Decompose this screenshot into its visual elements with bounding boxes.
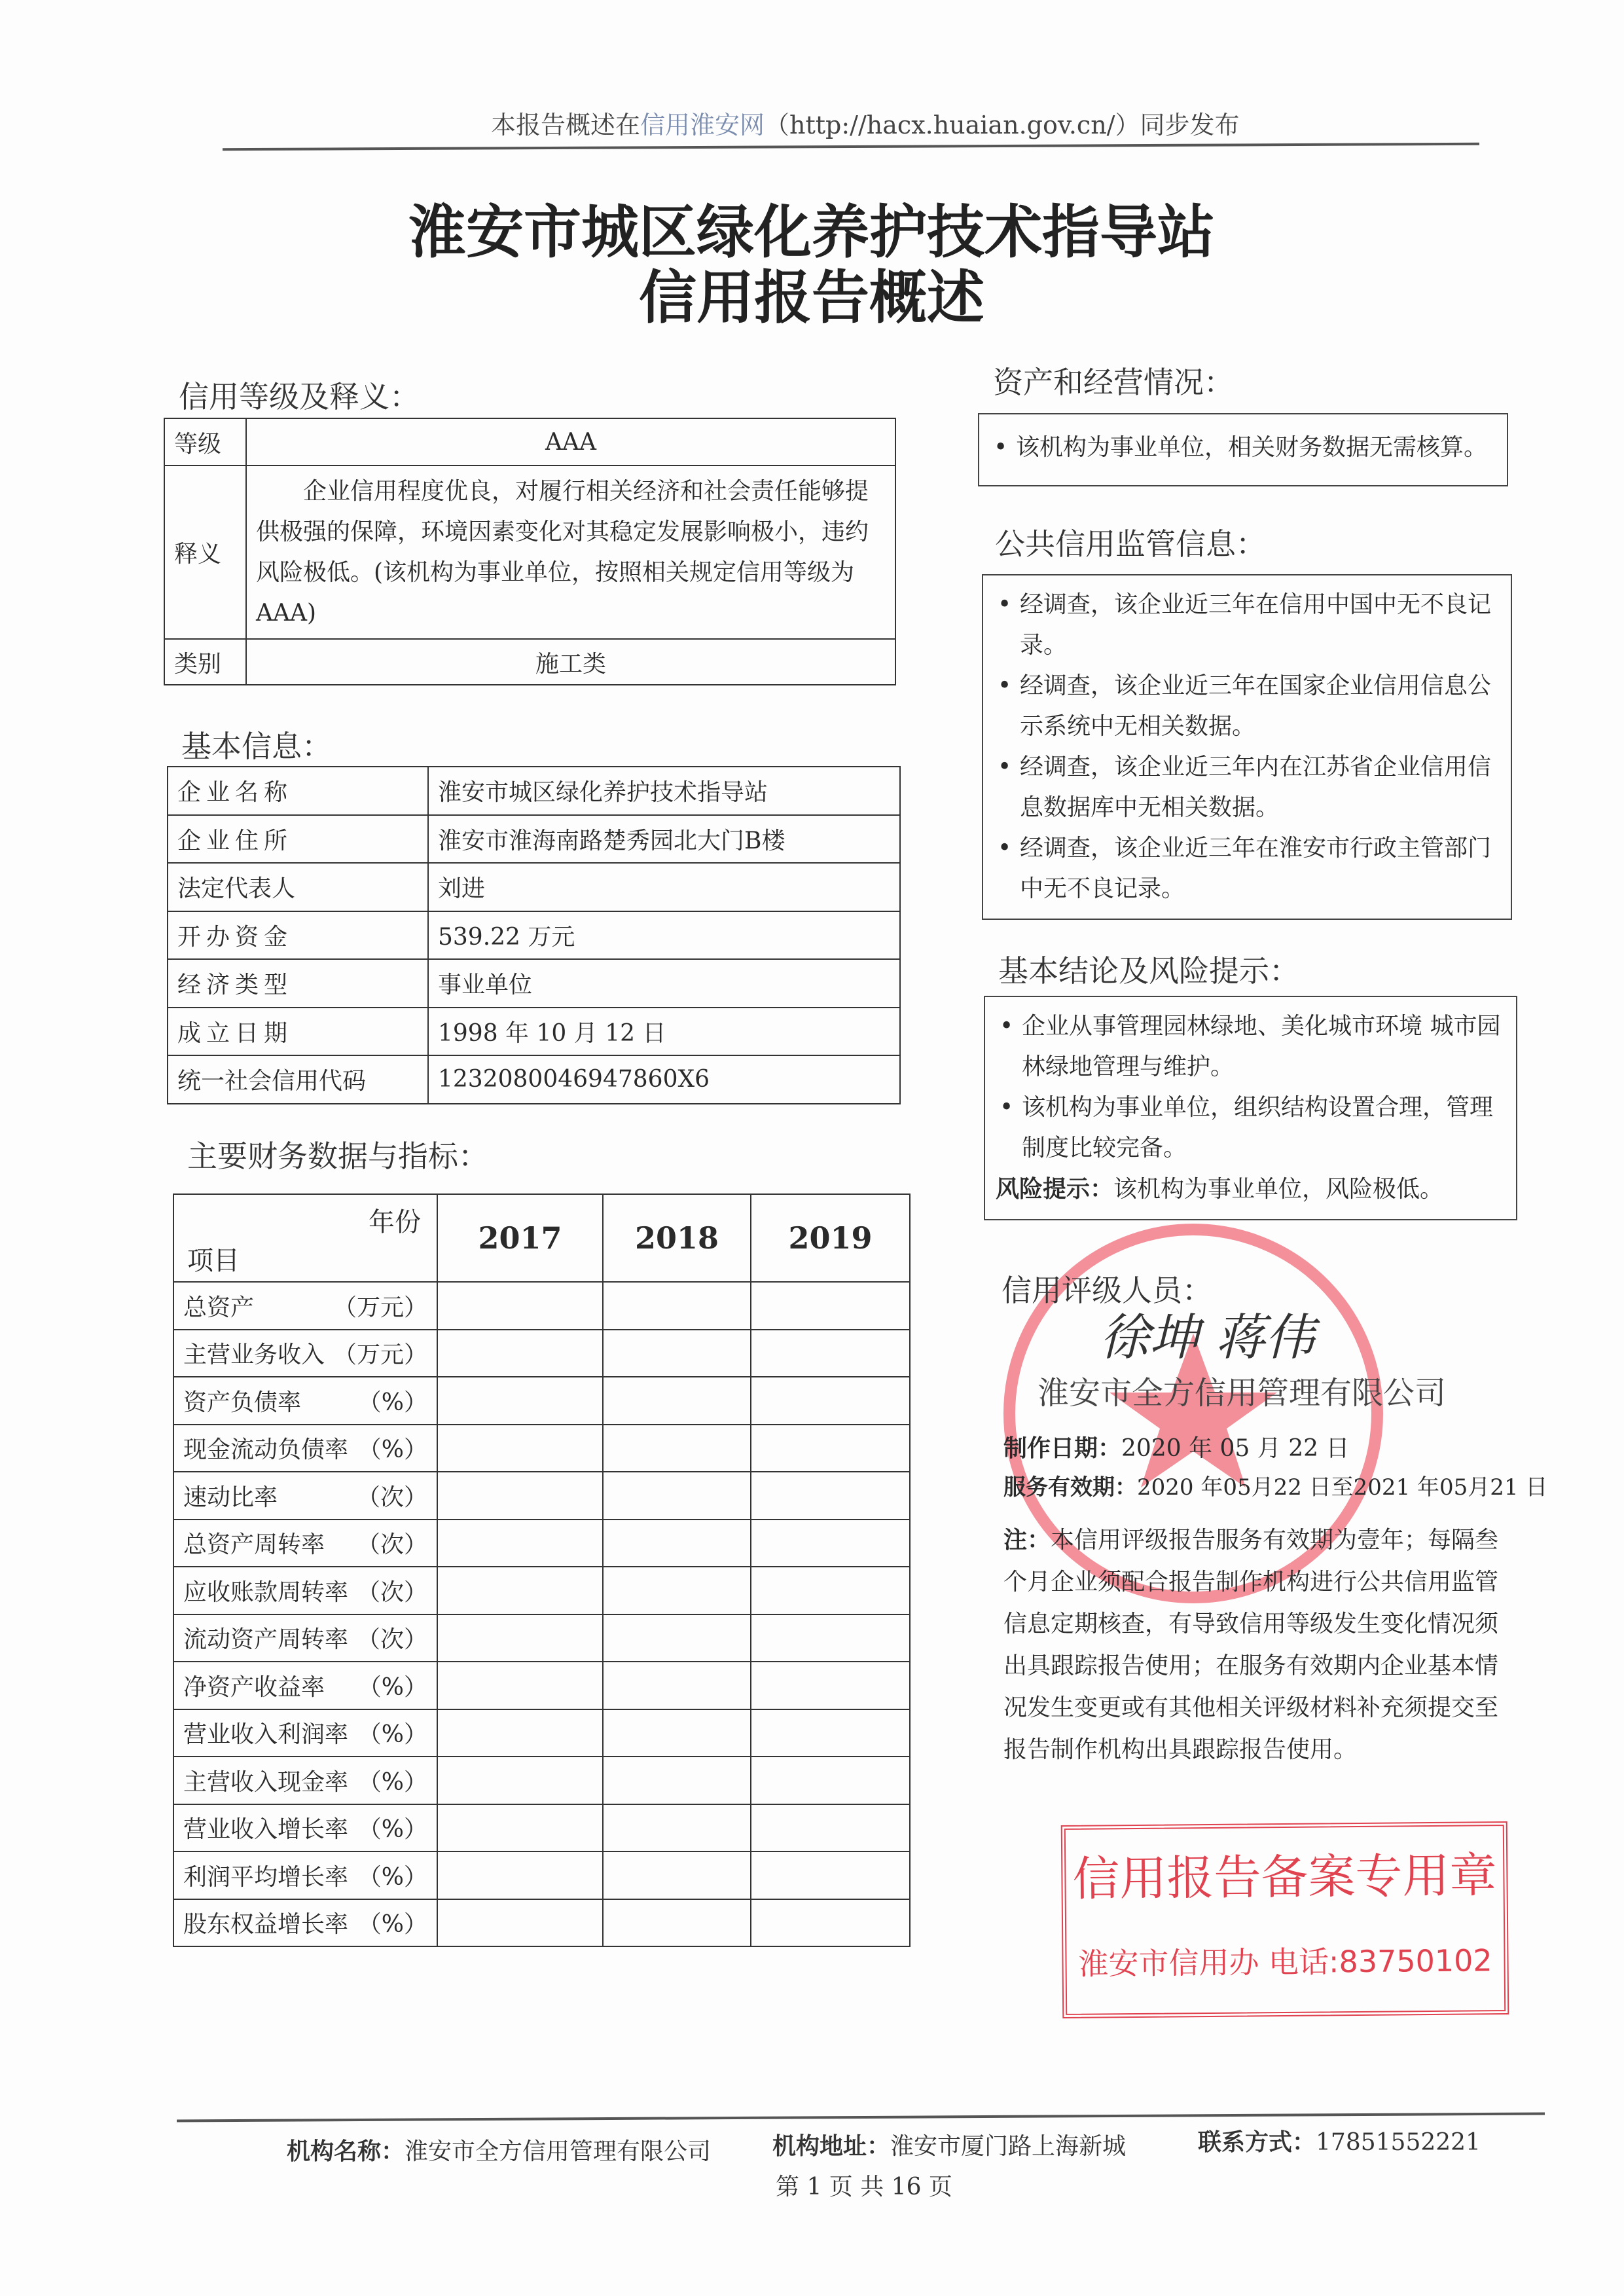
table-row: 应收账款周转率 （次） [173,1567,910,1614]
year-2018: 2018 [603,1194,751,1282]
public-credit-box [982,574,1512,920]
site-url: （http://hacx.huaian.gov.cn/） [765,111,1140,139]
grade-category: 施工类 [246,639,895,685]
table-row: 速动比率 （次） [173,1472,910,1520]
grade-heading: 信用等级及释义： [179,379,420,414]
page-number: 第 1 页 共 16 页 [776,2174,952,2200]
list-item: • 该机构为事业单位，组织结构设置合理，管理制度比较完备。 [996,1087,1506,1169]
page-title: 淮安市城区绿化养护技术指导站 [408,198,1215,266]
basic-info-heading: 基本信息： [181,729,332,764]
signature: 徐坤 蒋伟 [1100,1308,1315,1366]
public-credit-heading: 公共信用监管信息： [995,526,1266,562]
table-row: 现金流动负债率 （%） [173,1425,910,1472]
conclusion-box: • 企业从事管理园林绿地、美化城市环境 城市园林绿地管理与维护。 • 该机构为事业单位，组织结构设置合理，管理制度比较完备。 风险提示：该机构为事业单位，风险极低。 [984,996,1517,1220]
list-item: • 企业从事管理园林绿地、美化城市环境 城市园林绿地管理与维护。 [996,1006,1506,1087]
list-item: • 经调查，该企业近三年在淮安市行政主管部门中无不良记录。 [994,828,1500,909]
footer-contact: 联系方式：17851552221 [1198,2128,1481,2156]
assets-box [978,413,1508,486]
filing-stamp: 信用报告备案专用章 淮安市信用办 电话:83750102 [1061,1821,1509,2018]
list-item: • 该机构为事业单位，相关财务数据无需核算。 [990,428,1496,468]
page-subtitle: 信用报告概述 [638,264,984,331]
table-row: 统一社会信用代码 1232080046947860X6 [168,1055,900,1104]
table-row: 主营业务收入 （万元） [173,1330,910,1377]
table-row: 总资产 （万元） [173,1282,910,1330]
header-divider [223,143,1479,151]
table-row: 主营收入现金率 （%） [173,1757,910,1804]
grade-value: AAA [246,418,895,465]
header-note: 本报告概述在信用淮安网（http://hacx.huaian.gov.cn/）同步发布 [491,111,1240,139]
grade-table: 等级 AAA 释义 企业信用程度优良，对履行相关经济和社会责任能够提供极强的保障，环境因素变化对其稳定发展影响极小，违约风险极低。(该机构为事业单位，按照相关规定信用等级为AAA) 类别 施工类 [164,418,896,685]
list-item: • 经调查，该企业近三年在国家企业信用信息公示系统中无相关数据。 [994,666,1500,747]
table-row: 企业名称 淮安市城区绿化养护技术指导站 [168,767,900,815]
financial-heading: 主要财务数据与指标： [187,1139,488,1174]
year-2017: 2017 [437,1194,603,1282]
table-row: 总资产周转率 （次） [173,1520,910,1567]
footer-org: 机构名称：淮安市全方信用管理有限公司 [287,2138,712,2165]
footer-address: 机构地址：淮安市厦门路上海新城 [772,2132,1127,2160]
table-row: 法定代表人 刘进 [168,863,900,911]
table-row: 净资产收益率 （%） [173,1662,910,1709]
table-row: 企业住所 淮安市淮海南路楚秀园北大门B楼 [168,815,900,864]
table-row: 营业收入利润率 （%） [173,1709,910,1757]
assets-heading: 资产和经营情况： [993,365,1234,400]
list-item: • 经调查，该企业近三年内在江苏省企业信用信息数据库中无相关数据。 [994,747,1500,828]
table-row: 流动资产周转率 （次） [173,1614,910,1662]
conclusion-heading: 基本结论及风险提示： [998,953,1299,989]
table-row: 利润平均增长率 （%） [173,1851,910,1899]
table-row: 经济类型 事业单位 [168,959,900,1008]
table-row: 成立日期 1998 年 10 月 12 日 [168,1008,900,1056]
table-row: 营业收入增长率 （%） [173,1804,910,1852]
make-date: 制作日期：2020 年 05 月 22 日 [1003,1434,1350,1462]
site-name: 信用淮安网 [640,111,765,139]
validity: 服务有效期：2020 年05月22 日至2021 年05月21 日 [1003,1474,1548,1501]
basic-info-table [167,766,901,1104]
financial-table [173,1194,911,1947]
grade-description: 企业信用程度优良，对履行相关经济和社会责任能够提供极强的保障，环境因素变化对其稳定发展影响极小，违约风险极低。(该机构为事业单位，按照相关规定信用等级为AAA) [246,465,895,639]
footer-divider [177,2113,1545,2123]
risk-text: 该机构为事业单位，风险极低。 [1113,1176,1444,1203]
list-item: • 经调查，该企业近三年在信用中国中无不良记录。 [994,585,1500,666]
rating-heading: 信用评级人员： [1001,1273,1212,1308]
rating-company: 淮安市全方信用管理有限公司 [1038,1375,1447,1412]
table-row: 资产负债率 （%） [173,1377,910,1425]
table-row: 股东权益增长率 （%） [173,1899,910,1947]
rating-note: 注：本信用评级报告服务有效期为壹年；每隔叁个月企业须配合报告制作机构进行公共信用监管信息定期核查，有导致信用等级发生变化情况须出具跟踪报告使用；在服务有效期内企业基本情况发生变更或有其他相关评级材料补充须提交至报告制作机构出具跟踪报告使用。 [1003,1526,1499,1763]
corner-cell: 年份 项目 [173,1194,437,1282]
year-2019: 2019 [751,1194,910,1282]
table-row: 开办资金 539.22 万元 [168,911,900,960]
